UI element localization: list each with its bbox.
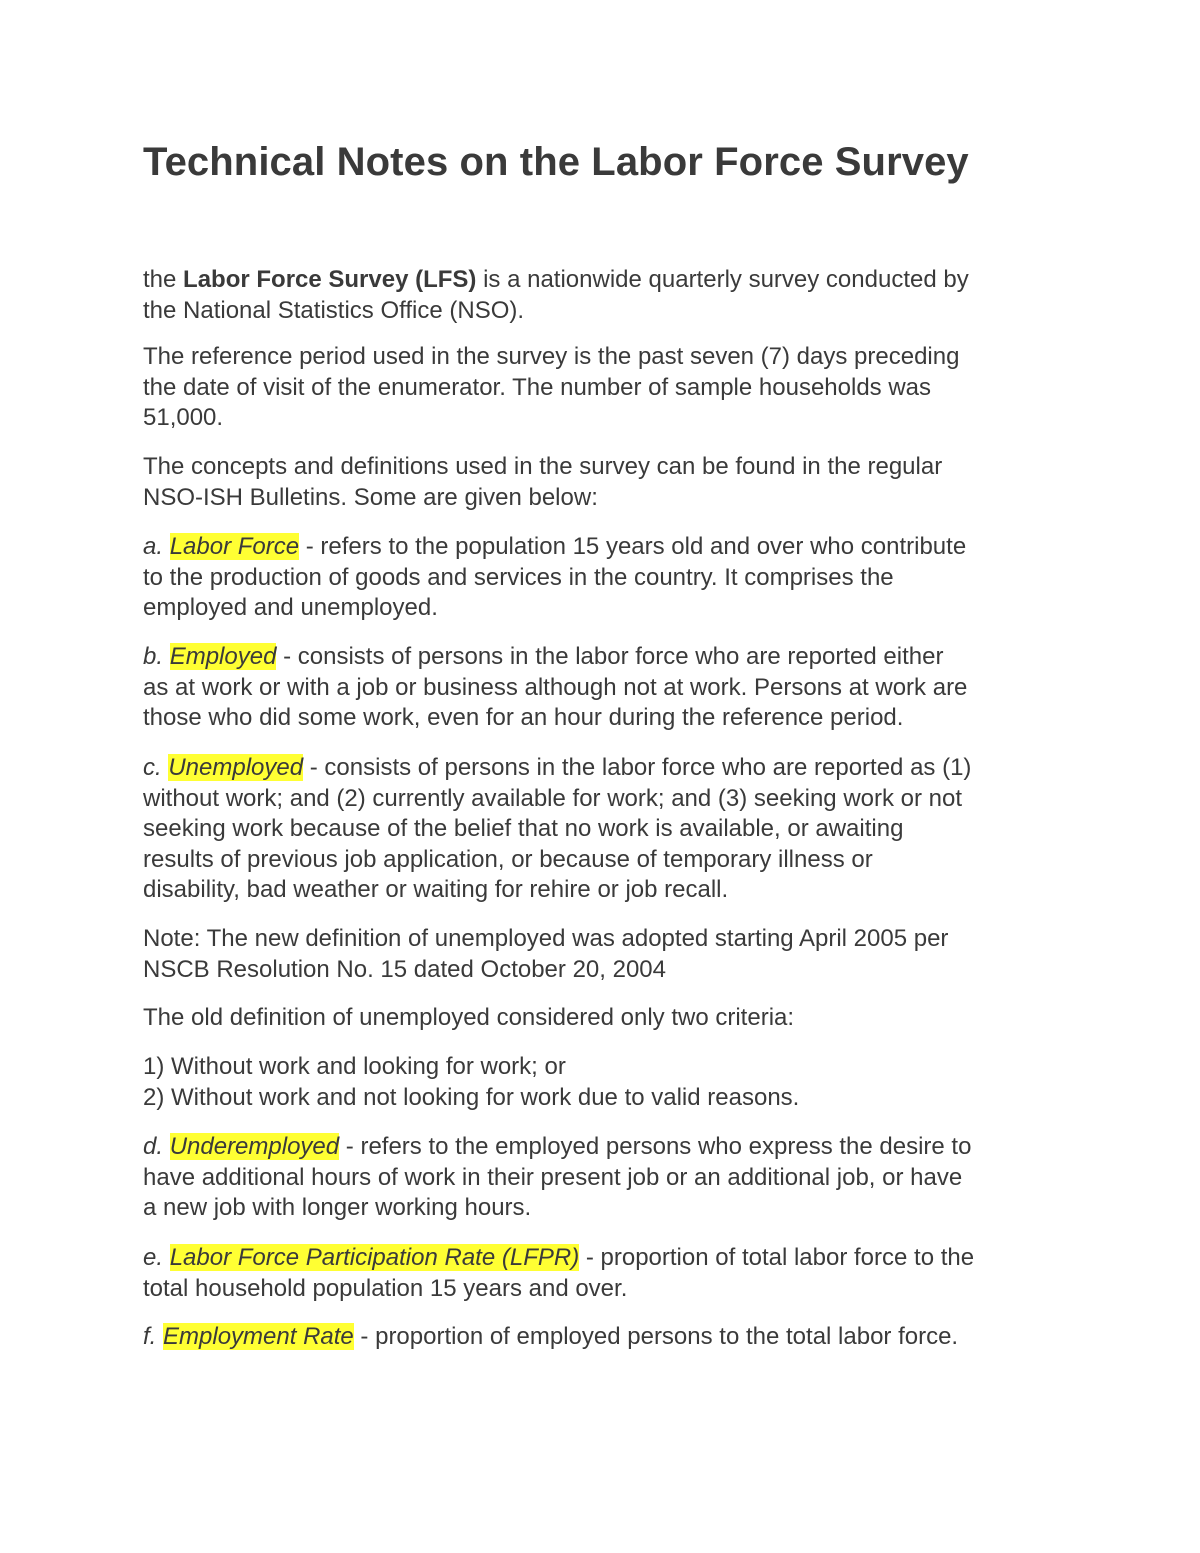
definition-b: b. Employed - consists of persons in the labor force who are reported either as at work or with a job or business although not at work. Persons at work are those who did some work, even for an hour during the reference period. — [143, 643, 968, 731]
highlighted-term: Unemployed — [168, 754, 304, 781]
highlighted-term: Underemployed — [169, 1133, 340, 1160]
page-title: Technical Notes on the Labor Force Survey — [143, 140, 969, 184]
def-letter: a. — [143, 533, 164, 560]
intro-line-1: the Labor Force Survey (LFS) is a nationwide quarterly survey conducted by — [143, 266, 969, 293]
highlighted-term: Labor Force — [169, 533, 300, 560]
definition-a: a. Labor Force - refers to the population 15 years old and over who contribute to the production of goods and services in the country. It comprises the employed and unemployed. — [143, 533, 967, 621]
list-item: 1) Without work and looking for work; or — [143, 1053, 566, 1080]
def-letter: f. — [143, 1323, 157, 1350]
highlighted-term: Employed — [169, 643, 277, 670]
def-letter: b. — [143, 643, 164, 670]
old-definition-paragraph: The old definition of unemployed considered only two criteria: — [143, 1004, 795, 1031]
def-letter: e. — [143, 1244, 164, 1271]
definition-d: d. Underemployed - refers to the employed persons who express the desire to have additional hours of work in their present job or an additional job, or have a new job with longer working hours. — [143, 1133, 972, 1221]
lfs-term: Labor Force Survey (LFS) — [183, 266, 477, 293]
definition-e: e. Labor Force Participation Rate (LFPR) - proportion of total labor force to the total household population 15 years and over. — [143, 1244, 975, 1302]
note-paragraph: Note: The new definition of unemployed was adopted starting April 2005 per NSCB Resolution No. 15 dated October 20, 2004 — [143, 925, 949, 983]
reference-paragraph: The reference period used in the survey is the past seven (7) days preceding the date of visit of the enumerator. The number of sample households was 51,000. — [143, 343, 960, 431]
definition-c: c. Unemployed - consists of persons in the labor force who are reported as (1) without work; and (2) currently available for work; and (3) seeking work or not seeking work because of the belief that no work is available, or awaiting results of previous job application, or because of temporary illness or disability, bad weather or waiting for rehire or job recall. — [143, 754, 972, 903]
list-item: 2) Without work and not looking for work due to valid reasons. — [143, 1083, 800, 1111]
highlighted-term: Labor Force Participation Rate (LFPR) — [169, 1244, 580, 1271]
def-letter: d. — [143, 1133, 164, 1160]
highlighted-term: Employment Rate — [163, 1323, 354, 1350]
definition-f: f. Employment Rate - proportion of employed persons to the total labor force. — [143, 1323, 959, 1350]
def-letter: c. — [143, 754, 162, 781]
criteria-list — [143, 1052, 1073, 1113]
concepts-paragraph: The concepts and definitions used in the survey can be found in the regular NSO-ISH Bulletins. Some are given below: — [143, 453, 943, 511]
intro-paragraph — [143, 265, 1073, 326]
intro-line-2: the National Statistics Office (NSO). — [143, 296, 525, 324]
